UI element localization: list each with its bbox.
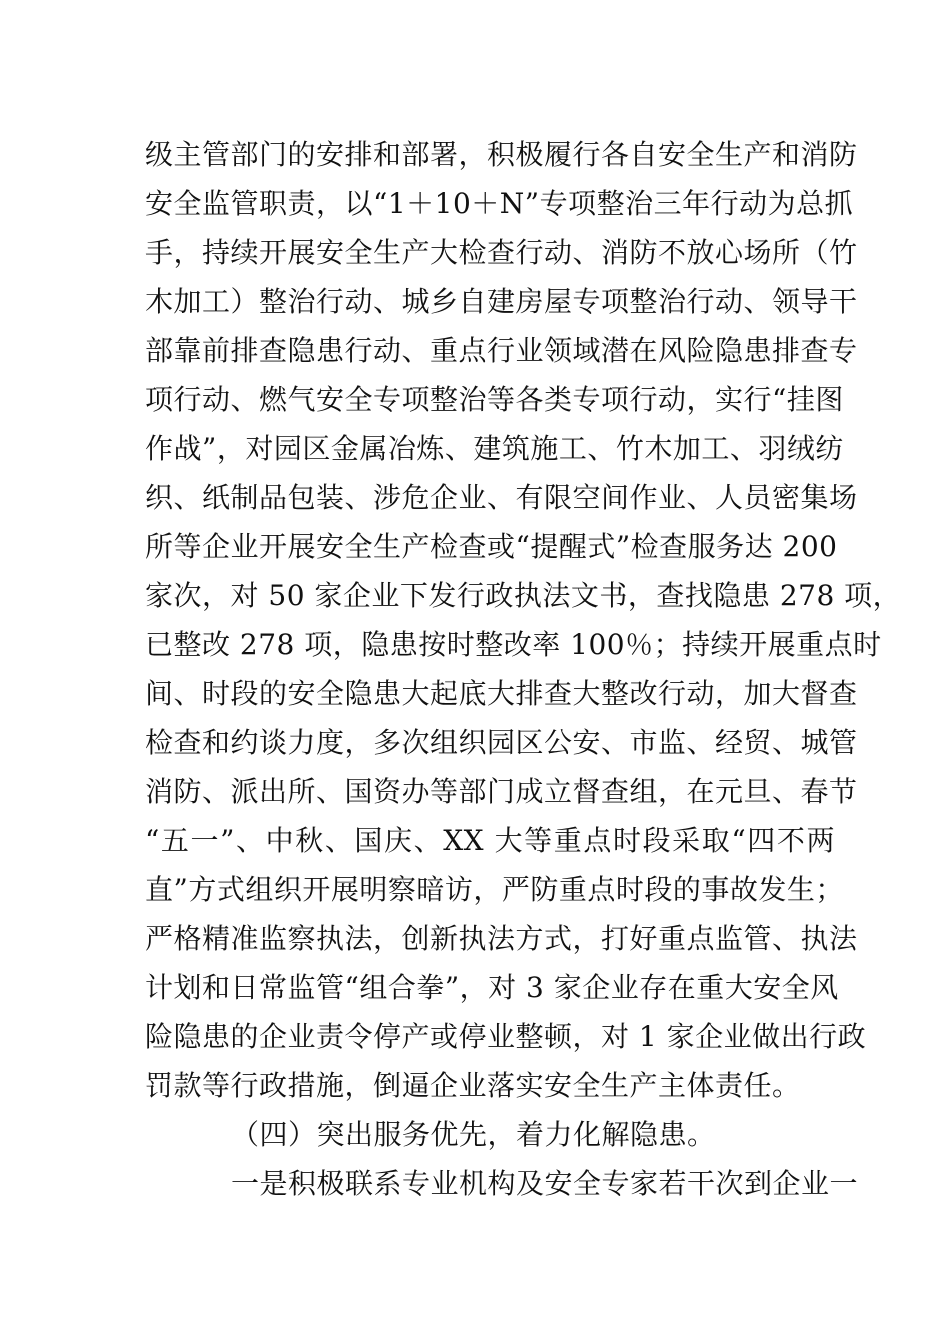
paragraph-line: 计划和日常监管“组合拳”，对 3 家企业存在重大安全风 (145, 971, 839, 1004)
section-heading: （四）突出服务优先，着力化解隐患。 (231, 1118, 716, 1151)
paragraph-line: 级主管部门的安排和部署，积极履行各自安全生产和消防 (145, 138, 858, 171)
paragraph-line: 间、时段的安全隐患大起底大排查大整改行动，加大督查 (145, 677, 858, 710)
paragraph-line: 部靠前排查隐患行动、重点行业领域潜在风险隐患排查专 (145, 334, 858, 367)
paragraph-line: “五一”、中秋、国庆、XX 大等重点时段采取“四不两 (145, 824, 835, 857)
paragraph-line: 手，持续开展安全生产大检查行动、消防不放心场所（竹 (145, 236, 858, 269)
paragraph-line: 严格精准监察执法，创新执法方式，打好重点监管、执法 (145, 922, 858, 955)
paragraph-line: 家次，对 50 家企业下发行政执法文书，查找隐患 278 项， (145, 579, 902, 612)
paragraph-line: 木加工）整治行动、城乡自建房屋专项整治行动、领导干 (145, 285, 858, 318)
paragraph-line: 消防、派出所、国资办等部门成立督查组，在元旦、春节 (145, 775, 858, 808)
paragraph-line: 检查和约谈力度，多次组织园区公安、市监、经贸、城管 (145, 726, 858, 759)
paragraph-line: 项行动、燃气安全专项整治等各类专项行动，实行“挂图 (145, 383, 844, 416)
document-body (145, 130, 902, 1208)
paragraph-line: 罚款等行政措施，倒逼企业落实安全生产主体责任。 (145, 1069, 801, 1102)
paragraph-line: 织、纸制品包装、涉危企业、有限空间作业、人员密集场 (145, 481, 858, 514)
paragraph-line: 直”方式组织开展明察暗访，严防重点时段的事故发生； (145, 873, 844, 906)
paragraph-line: 险隐患的企业责令停产或停业整顿，对 1 家企业做出行政 (145, 1020, 867, 1053)
paragraph-line: 已整改 278 项，隐患按时整改率 100％；持续开展重点时 (145, 628, 882, 661)
next-paragraph-line: 一是积极联系专业机构及安全专家若干次到企业一 (231, 1167, 859, 1200)
paragraph-line: 所等企业开展安全生产检查或“提醒式”检查服务达 200 (145, 530, 838, 563)
paragraph-line: 安全监管职责，以“1＋10＋N”专项整治三年行动为总抓 (145, 187, 854, 220)
paragraph-line: 作战”，对园区金属冶炼、建筑施工、竹木加工、羽绒纺 (145, 432, 844, 465)
